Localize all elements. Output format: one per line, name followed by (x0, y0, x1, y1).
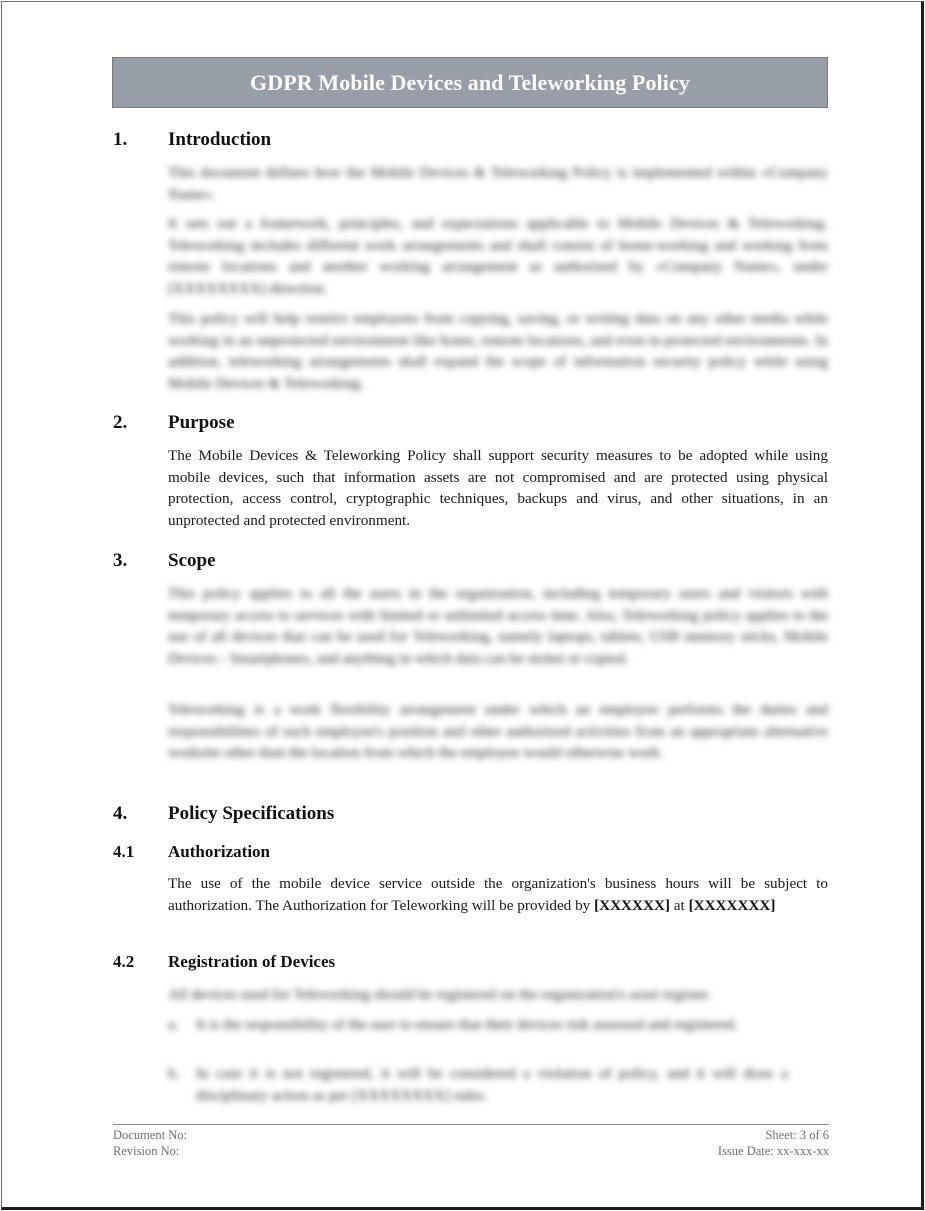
section-number: 1. (113, 129, 128, 150)
section-title: Purpose (168, 412, 235, 433)
document-page (1, 1, 924, 1210)
footer-left (113, 1127, 187, 1159)
list-item-text: In case it is not registered, it will be considered a violation of policy, and it will draw a disciplinary action as per [XXXXXXXX] rules. (196, 1065, 788, 1104)
subsection-number: 4.2 (113, 952, 135, 971)
introduction-paragraph-2: It sets out a framework, principles, and expectations applicable to Mobile Devices & Teleworking. Teleworking includes different work arrangements and shall consist of home-working and working from remote locations and another working arrangement as authorised by «Company Name», under [XXXXXXXX] direction. (168, 215, 828, 297)
revision-number-label: Revision No: (113, 1144, 180, 1158)
authorization-text-b: at (670, 896, 689, 914)
subsection-title: Registration of Devices (168, 952, 336, 971)
list-marker: a. (168, 1016, 179, 1033)
scope-paragraph-2: Teleworking is a work flexibility arrangement under which an employee performs the duties and responsibilities of such employee's position and other authorized activities from an appropriate alternative worksite other than the location from which the employee would otherwise work. (168, 701, 828, 761)
introduction-paragraph-3: This policy will help restrict employees from copying, saving, or writing data on any other media while working in an unprotected environment like home, remote locations, and even in protected environments. In addition, teleworking arrangements shall expand the scope of information security policy while using Mobile Devices & Teleworking. (168, 310, 828, 392)
section-title: Introduction (168, 129, 272, 150)
subsection-title: Authorization (168, 842, 270, 861)
section-title: Scope (168, 550, 216, 571)
scope-paragraph-1: This policy applies to all the users in the organization, including temporary users and visitors with temporary access to services with limited or unlimited access time. Also, Teleworking policy applies to the use of all devices that can be used for Teleworking, namely laptops, tablets, USB memory sticks, Mobile Devices - Smartphones, and anything in which data can be stolen or copied. (168, 585, 828, 667)
authorization-paragraph (168, 873, 828, 916)
section-number: 3. (113, 550, 128, 571)
document-title-banner (112, 57, 828, 108)
list-item-text: It is the responsibility of the user to ensure that their devices risk assessed and registered. (196, 1016, 738, 1033)
document-title: GDPR Mobile Devices and Teleworking Policy (250, 69, 690, 95)
footer-divider (113, 1124, 829, 1125)
authorization-placeholder-a: [XXXXXX] (594, 896, 670, 914)
list-marker: b. (168, 1065, 180, 1082)
issue-date: Issue Date: xx-xxx-xx (717, 1144, 829, 1158)
authorization-placeholder-b: [XXXXXXX] (688, 896, 776, 914)
purpose-paragraph: The Mobile Devices & Teleworking Policy shall support security measures to be adopted while using mobile devices, such that information assets are not compromised and are protected using physical protection, access control, cryptographic techniques, backups and virus, and other situations, in an unprotected and protected environment. (168, 447, 828, 529)
footer-right (718, 1127, 829, 1159)
section-title: Policy Specifications (168, 803, 335, 824)
registration-intro: All devices used for Teleworking should be registered on the organization's asset register. (168, 986, 712, 1003)
authorization-text-a: The use of the mobile device service outside the organization's business hours will be subject to authorization. The Authorization for Teleworking will be provided by (168, 875, 828, 914)
sheet-number: Sheet: 3 of 6 (765, 1128, 829, 1142)
section-number: 4. (113, 803, 128, 824)
introduction-paragraph-1: This document defines how the Mobile Devices & Teleworking Policy is implemented within «Company Name». (168, 164, 828, 203)
document-number-label: Document No: (113, 1128, 187, 1142)
subsection-number: 4.1 (113, 842, 135, 861)
section-number: 2. (113, 412, 128, 433)
